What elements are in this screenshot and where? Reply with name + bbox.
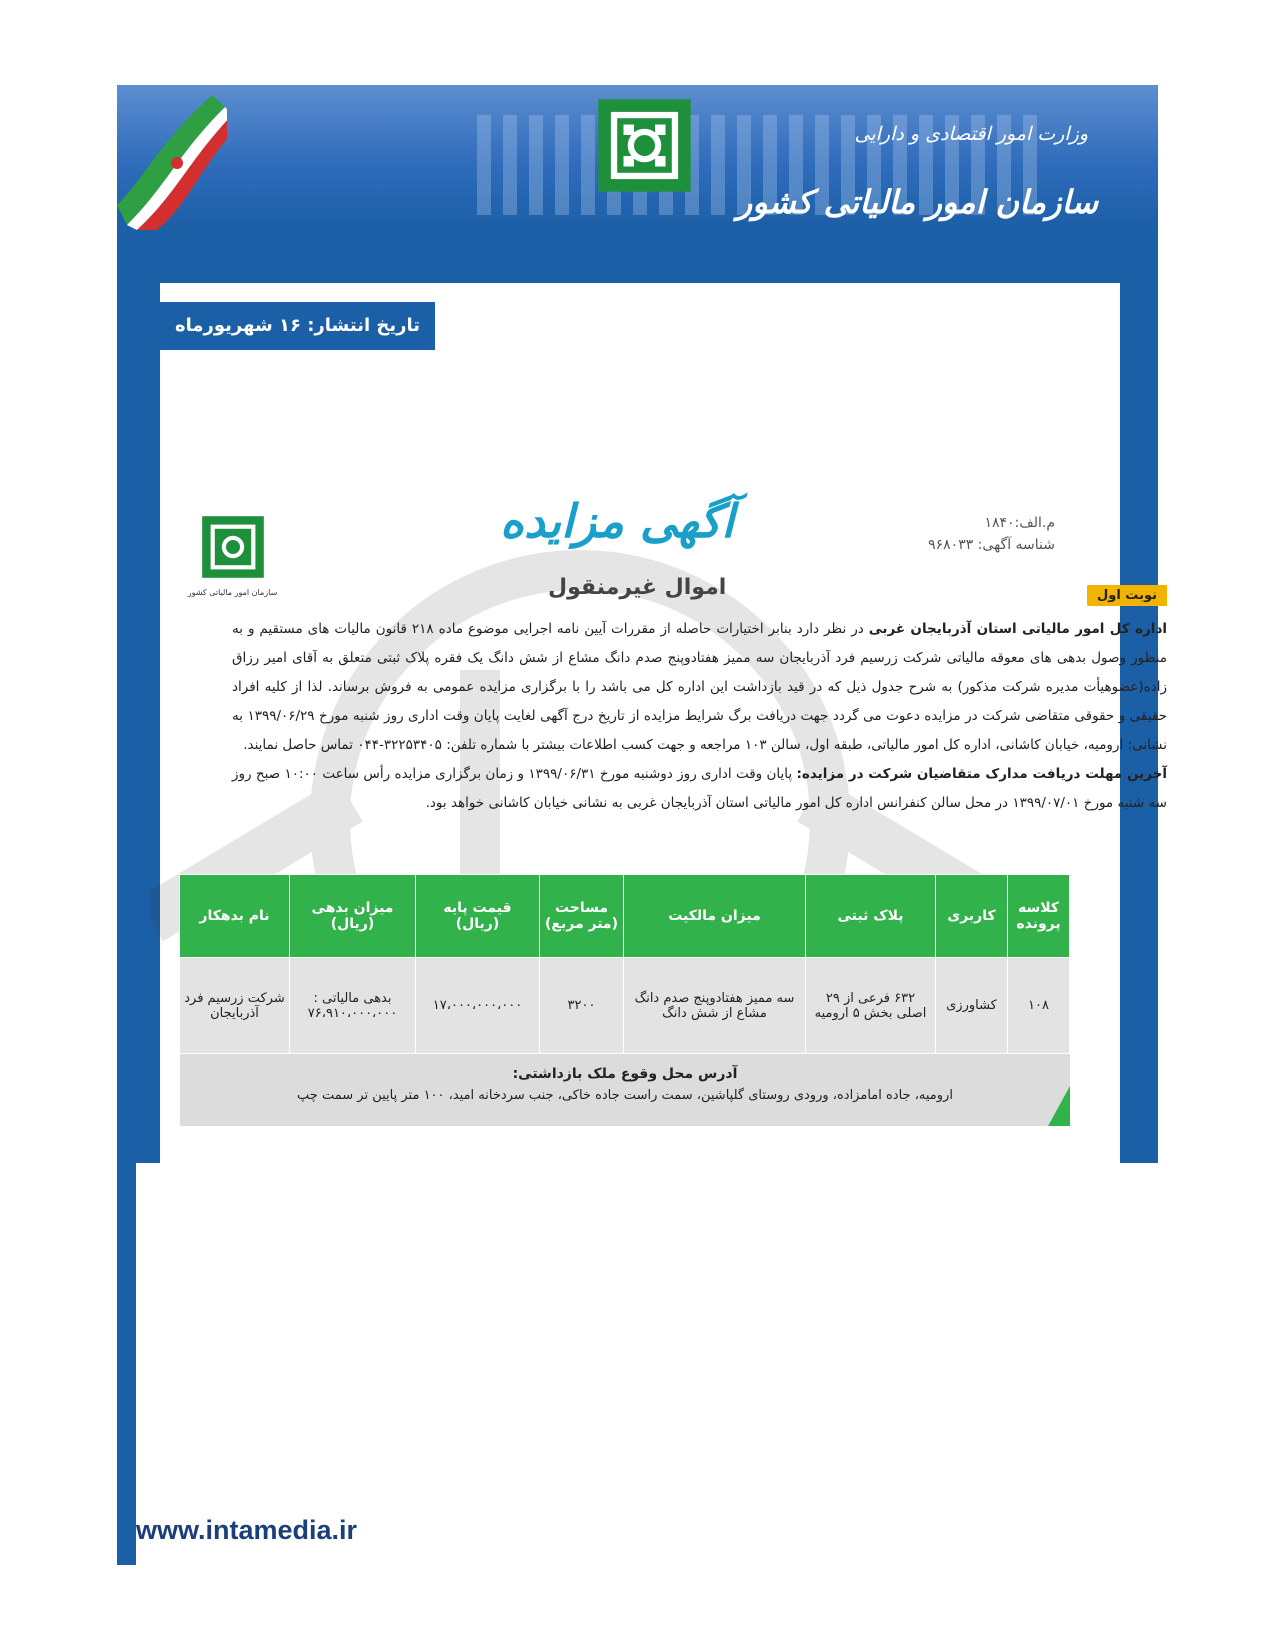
property-address	[180, 1054, 1070, 1126]
round-badge: نوبت اول	[1087, 585, 1167, 606]
notice-identifiers	[928, 512, 1055, 556]
deadline-bold: آخرین مهلت دریافت مدارک متقاضیان شرکت در مزایده:	[796, 766, 1168, 782]
cell-ownership: سه ممیز هفتادوپنج صدم دانگ مشاع از شش دانگ	[624, 958, 806, 1054]
header-case-class: کلاسه پرونده	[1008, 875, 1070, 958]
ministry-name: وزارت امور اقتصادی و دارایی	[854, 123, 1088, 145]
cell-registry-plate: ۶۳۲ فرعی از ۲۹ اصلی بخش ۵ ارومیه	[806, 958, 936, 1054]
address-text: ارومیه، جاده امامزاده، ورودی روستای گلپاشین، سمت راست جاده خاکی، جنب سردخانه امید، ۱۰۰ متر پایین تر سمت چپ	[297, 1088, 953, 1103]
cell-debt-amount: بدهی مالیاتی : ۷۶،۹۱۰،۰۰۰،۰۰۰	[290, 958, 416, 1054]
lead-bold: اداره کل امور مالیاتی استان آذربایجان غربی	[868, 621, 1167, 637]
cell-area: ۳۲۰۰	[540, 958, 624, 1054]
cell-debtor-name: شرکت زرسیم فرد آذربایجان	[180, 958, 290, 1054]
header-usage: کاربری	[936, 875, 1008, 958]
header-registry-plate: پلاک ثبتی	[806, 875, 936, 958]
tax-emblem-icon	[198, 512, 268, 582]
notice-id: شناسه آگهی: ۹۶۸۰۳۳	[928, 537, 1055, 553]
organization-name: سازمان امور مالیاتی کشور	[736, 183, 1098, 221]
cell-case-class: ۱۰۸	[1008, 958, 1070, 1054]
notice-subtitle: اموال غیرمنقول	[548, 575, 727, 600]
corner-accent	[1048, 1086, 1070, 1126]
cell-usage: کشاورزی	[936, 958, 1008, 1054]
property-table	[180, 874, 1070, 1126]
iran-flag-icon	[117, 85, 227, 230]
cell-base-price: ۱۷،۰۰۰،۰۰۰،۰۰۰	[416, 958, 540, 1054]
deadline-text: پایان وقت اداری روز دوشنبه مورخ ۱۳۹۹/۰۶/۳۱ و زمان برگزاری مزایده رأس ساعت ۱۰:۰۰ صبح روز سه شنبه مورخ ۱۳۹۹/۰۷/۰۱ در محل سالن کنفرانس اداره کل امور مالیاتی استان آذربایجان غربی به نشانی خیابان کاشانی خواهد بود.	[232, 766, 1167, 811]
table-header-row	[180, 875, 1070, 958]
lower-panel	[136, 1163, 1158, 1565]
header-ownership: میزان مالکیت	[624, 875, 806, 958]
header-debtor-name: نام بدهکار	[180, 875, 290, 958]
tax-organization-emblem-icon	[592, 93, 697, 198]
address-title: آدرس محل وقوع ملک بازداشتی:	[512, 1066, 738, 1082]
table-row	[180, 958, 1070, 1054]
emblem-caption: سازمان امور مالیاتی کشور	[187, 588, 278, 597]
publish-date: تاریخ انتشار: ۱۶ شهریورماه ۱۳۹۹	[160, 302, 435, 350]
header-banner	[117, 85, 1158, 230]
header-debt-amount: میزان بدهی (ریال)	[290, 875, 416, 958]
header-base-price: قیمت پایه (ریال)	[416, 875, 540, 958]
body-paragraph: در نظر دارد بنابر اختیارات حاصله از مقررات آیین نامه اجرایی موضوع ماده ۲۱۸ قانون مالیات های مستقیم و به منظور وصول بدهی های معوقه مالیاتی شرکت زرسیم فرد آذربایجان سه ممیز هفتادوپنج صدم دانگ مشاع از شش دانگ یک فقره پلاک ثبتی متعلق به آقای امیر رزاق زاده(عضوهیأت مدیره شرکت مذکور) به شرح جدول ذیل که در قید بازداشت این اداره کل می باشد را با برگزاری مزایده عمومی به فروش برساند. لذا از کلیه افراد حقیقی و حقوقی متقاضی شرکت در مزایده دعوت می گردد جهت دریافت برگ شرایط مزایده از تاریخ درج آگهی لغایت پایان وقت اداری روز شنبه مورخ ۱۳۹۹/۰۶/۲۹ به نشانی: ارومیه، خیابان کاشانی، اداره کل امور مالیاتی، طبقه اول، سالن ۱۰۳ مراجعه و جهت کسب اطلاعات بیشتر با شماره تلفن: ۳۲۲۵۳۴۰۵-۰۴۴ تماس حاصل نمایند.	[232, 621, 1167, 753]
reference-number: م.الف:۱۸۴۰	[984, 515, 1055, 531]
notice-body	[232, 615, 1167, 818]
website-link[interactable]: www.intamedia.ir	[136, 1515, 358, 1545]
notice-title: آگهی مزایده	[500, 494, 735, 548]
header-area: مساحت (متر مربع)	[540, 875, 624, 958]
side-emblem	[185, 512, 280, 597]
